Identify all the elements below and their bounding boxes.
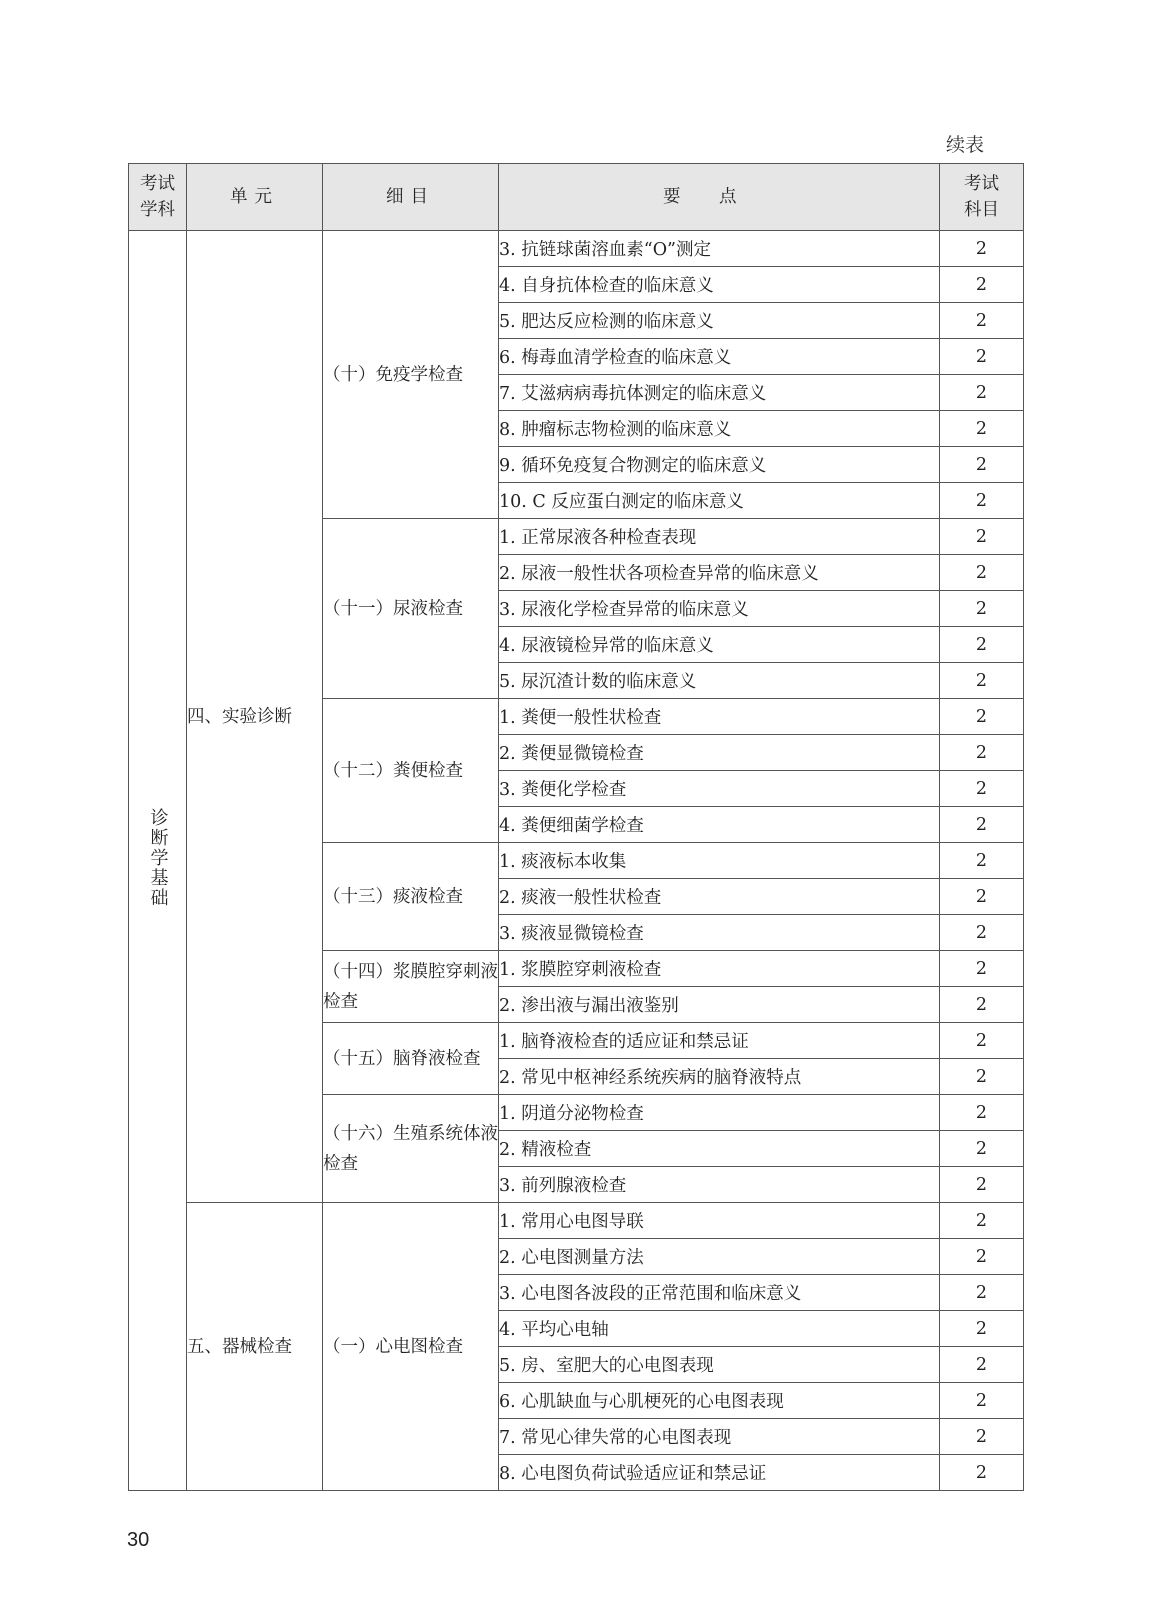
point-cell: 1. 痰液标本收集 bbox=[499, 843, 940, 879]
exam-score-cell: 2 bbox=[940, 771, 1024, 807]
subject-label: 诊断学基础 bbox=[147, 808, 169, 908]
table-body bbox=[129, 231, 1024, 1491]
item-cell bbox=[323, 519, 499, 699]
page-number: 30 bbox=[127, 1529, 150, 1551]
header-item: 细目 bbox=[323, 164, 499, 231]
point-cell: 1. 脑脊液检查的适应证和禁忌证 bbox=[499, 1023, 940, 1059]
table-header-row bbox=[129, 164, 1024, 231]
exam-score-cell: 2 bbox=[940, 915, 1024, 951]
point-cell: 3. 痰液显微镜检查 bbox=[499, 915, 940, 951]
item-label: （十五）脑脊液检查 bbox=[323, 1048, 481, 1069]
exam-score-cell: 2 bbox=[940, 1311, 1024, 1347]
point-cell: 5. 肥达反应检测的临床意义 bbox=[499, 303, 940, 339]
unit-label: 五、器械检查 bbox=[187, 1336, 292, 1357]
item-cell bbox=[323, 699, 499, 843]
exam-score-cell: 2 bbox=[940, 1383, 1024, 1419]
exam-score-cell: 2 bbox=[940, 303, 1024, 339]
point-cell: 5. 尿沉渣计数的临床意义 bbox=[499, 663, 940, 699]
point-cell: 2. 痰液一般性状检查 bbox=[499, 879, 940, 915]
exam-score-cell: 2 bbox=[940, 1455, 1024, 1491]
item-label: （一）心电图检查 bbox=[323, 1336, 463, 1357]
exam-score-cell: 2 bbox=[940, 1023, 1024, 1059]
exam-score-cell: 2 bbox=[940, 735, 1024, 771]
exam-score-cell: 2 bbox=[940, 987, 1024, 1023]
point-cell: 4. 平均心电轴 bbox=[499, 1311, 940, 1347]
exam-score-cell: 2 bbox=[940, 951, 1024, 987]
point-cell: 2. 尿液一般性状各项检查异常的临床意义 bbox=[499, 555, 940, 591]
item-cell bbox=[323, 1095, 499, 1203]
point-cell: 7. 常见心律失常的心电图表现 bbox=[499, 1419, 940, 1455]
point-cell: 3. 尿液化学检查异常的临床意义 bbox=[499, 591, 940, 627]
syllabus-table bbox=[128, 163, 1024, 1491]
point-cell: 2. 常见中枢神经系统疾病的脑脊液特点 bbox=[499, 1059, 940, 1095]
exam-score-cell: 2 bbox=[940, 591, 1024, 627]
item-cell bbox=[323, 843, 499, 951]
item-label: （十二）粪便检查 bbox=[323, 760, 463, 781]
point-cell: 8. 心电图负荷试验适应证和禁忌证 bbox=[499, 1455, 940, 1491]
exam-score-cell: 2 bbox=[940, 1167, 1024, 1203]
point-cell: 2. 心电图测量方法 bbox=[499, 1239, 940, 1275]
point-cell: 3. 抗链球菌溶血素“O”测定 bbox=[499, 231, 940, 267]
exam-score-cell: 2 bbox=[940, 519, 1024, 555]
point-cell: 6. 心肌缺血与心肌梗死的心电图表现 bbox=[499, 1383, 940, 1419]
point-cell: 8. 肿瘤标志物检测的临床意义 bbox=[499, 411, 940, 447]
exam-score-cell: 2 bbox=[940, 807, 1024, 843]
point-cell: 1. 正常尿液各种检查表现 bbox=[499, 519, 940, 555]
exam-score-cell: 2 bbox=[940, 555, 1024, 591]
header-point: 要点 bbox=[499, 164, 940, 231]
exam-score-cell: 2 bbox=[940, 1275, 1024, 1311]
point-cell: 3. 前列腺液检查 bbox=[499, 1167, 940, 1203]
exam-score-cell: 2 bbox=[940, 411, 1024, 447]
exam-score-cell: 2 bbox=[940, 339, 1024, 375]
item-cell bbox=[323, 1203, 499, 1491]
table-row bbox=[129, 231, 1024, 267]
point-cell: 6. 梅毒血清学检查的临床意义 bbox=[499, 339, 940, 375]
header-unit: 单元 bbox=[187, 164, 323, 231]
point-cell: 4. 粪便细菌学检查 bbox=[499, 807, 940, 843]
exam-score-cell: 2 bbox=[940, 267, 1024, 303]
exam-score-cell: 2 bbox=[940, 1419, 1024, 1455]
point-cell: 1. 浆膜腔穿刺液检查 bbox=[499, 951, 940, 987]
header-exam bbox=[940, 164, 1024, 231]
item-cell bbox=[323, 1023, 499, 1095]
item-cell bbox=[323, 231, 499, 519]
point-cell: 4. 自身抗体检查的临床意义 bbox=[499, 267, 940, 303]
exam-score-cell: 2 bbox=[940, 699, 1024, 735]
header-subject bbox=[129, 164, 187, 231]
point-cell: 2. 精液检查 bbox=[499, 1131, 940, 1167]
exam-score-cell: 2 bbox=[940, 483, 1024, 519]
header-exam-line1: 考试 bbox=[964, 174, 999, 194]
point-cell: 5. 房、室肥大的心电图表现 bbox=[499, 1347, 940, 1383]
point-cell: 7. 艾滋病病毒抗体测定的临床意义 bbox=[499, 375, 940, 411]
exam-score-cell: 2 bbox=[940, 447, 1024, 483]
point-cell: 3. 粪便化学检查 bbox=[499, 771, 940, 807]
exam-score-cell: 2 bbox=[940, 1203, 1024, 1239]
continued-label: 续表 bbox=[946, 134, 985, 156]
header-subject-line1: 考试 bbox=[140, 174, 175, 194]
point-cell: 3. 心电图各波段的正常范围和临床意义 bbox=[499, 1275, 940, 1311]
item-label: （十四）浆膜腔穿刺液检查 bbox=[323, 961, 498, 1012]
unit-cell bbox=[187, 231, 323, 1203]
point-cell: 1. 粪便一般性状检查 bbox=[499, 699, 940, 735]
point-cell: 4. 尿液镜检异常的临床意义 bbox=[499, 627, 940, 663]
point-cell: 9. 循环免疫复合物测定的临床意义 bbox=[499, 447, 940, 483]
exam-score-cell: 2 bbox=[940, 1347, 1024, 1383]
point-cell: 1. 阴道分泌物检查 bbox=[499, 1095, 940, 1131]
item-label: （十六）生殖系统体液检查 bbox=[323, 1123, 498, 1174]
item-label: （十）免疫学检查 bbox=[323, 364, 463, 385]
item-label: （十三）痰液检查 bbox=[323, 886, 463, 907]
header-exam-line2: 科目 bbox=[964, 200, 999, 220]
exam-score-cell: 2 bbox=[940, 843, 1024, 879]
point-cell: 2. 粪便显微镜检查 bbox=[499, 735, 940, 771]
exam-score-cell: 2 bbox=[940, 1131, 1024, 1167]
exam-score-cell: 2 bbox=[940, 663, 1024, 699]
exam-score-cell: 2 bbox=[940, 879, 1024, 915]
item-label: （十一）尿液检查 bbox=[323, 598, 463, 619]
point-cell: 1. 常用心电图导联 bbox=[499, 1203, 940, 1239]
point-cell: 2. 渗出液与漏出液鉴别 bbox=[499, 987, 940, 1023]
exam-score-cell: 2 bbox=[940, 1095, 1024, 1131]
item-cell bbox=[323, 951, 499, 1023]
header-subject-line2: 学科 bbox=[140, 200, 175, 220]
subject-cell bbox=[129, 231, 187, 1491]
unit-label: 四、实验诊断 bbox=[187, 706, 292, 727]
table-row bbox=[129, 1203, 1024, 1239]
exam-score-cell: 2 bbox=[940, 375, 1024, 411]
exam-score-cell: 2 bbox=[940, 1239, 1024, 1275]
point-cell: 10. C 反应蛋白测定的临床意义 bbox=[499, 483, 940, 519]
exam-score-cell: 2 bbox=[940, 231, 1024, 267]
exam-score-cell: 2 bbox=[940, 1059, 1024, 1095]
unit-cell bbox=[187, 1203, 323, 1491]
exam-score-cell: 2 bbox=[940, 627, 1024, 663]
